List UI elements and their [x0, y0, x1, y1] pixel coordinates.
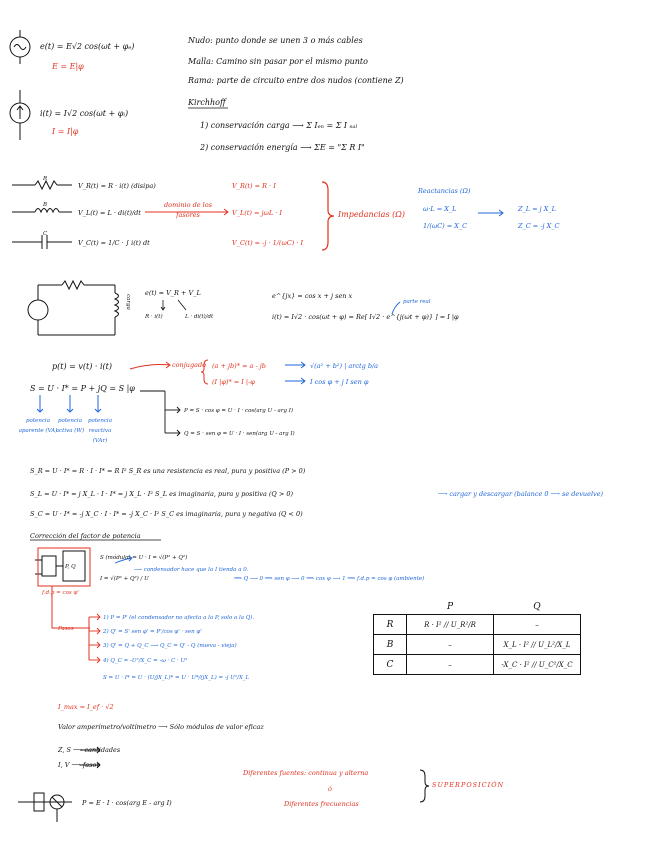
reactancias-label: Reactancias (Ω)	[418, 187, 471, 195]
kirchhoff-title: Kirchhoff	[188, 98, 226, 107]
current-phasor: I = I|φ	[52, 127, 79, 136]
parte-real: parte real	[403, 299, 431, 305]
sr-line: S_R = U · I* = R · I · I* = R I² S_R es una resistencia es real, pura y positiva (P > 0)	[30, 467, 306, 475]
pasos-label: Pasos	[58, 626, 74, 632]
table-header-p: P	[446, 602, 454, 612]
xl-def: ω·L = X_L	[423, 205, 457, 213]
s-mod: S (módulo) = U · I = √(P² + Q²)	[100, 555, 188, 561]
voltage-source-icon	[10, 30, 30, 64]
vc-phasor: V_C(t) = -j · 1/(ωC) · I	[232, 239, 304, 247]
inductor-icon	[12, 209, 72, 213]
wattmeter-eq: P = E · I · cos(arg E - arg I)	[82, 799, 172, 807]
euler: e^{jx} = cos x + j sen x	[272, 292, 353, 300]
modulo: √(a² + b²) | arctg b/a	[310, 362, 379, 370]
row-label: C	[374, 655, 407, 675]
xc-def: 1/(ωC) = X_C	[423, 222, 468, 230]
pf-title: Corrección del factor de potencia	[30, 532, 141, 540]
pf-step4: 4) Q_C = -U²/X_C = -ω · C · U²	[103, 658, 188, 664]
aparente-label: potencia aparente (VA)	[18, 418, 58, 434]
table-header-empty	[374, 600, 407, 615]
i-eq: i(t) = I√2 · cos(ωt + φ) = Re[ I√2 · e^{j(ωt + φ)} ] = I |φ	[272, 313, 459, 321]
voltage-equation: e(t) = E√2 cos(ωt + φₑ)	[40, 42, 135, 51]
pf-circuit-icon	[35, 551, 85, 581]
def-nudo: Nudo: punto donde se unen 3 o más cables	[188, 36, 363, 45]
pf-step1: 1) P = P' (el condensador no afecta a la P, solo a la Q).	[103, 615, 255, 621]
row-p: –	[407, 635, 494, 655]
pf-chain: ⟹ Q ⟶ 0 ⟹ sen φ ⟶ 0 ⟹ cos φ ⟶ 1 ⟹ f.d.p = cos φ (ambiente)	[234, 576, 425, 582]
row-label: B	[374, 635, 407, 655]
pf-step2: 2) Q' = S' sen φ' = P'/cos φ' · sen φ'	[103, 629, 202, 635]
vl-phasor: V_L(t) = jωL · I	[232, 209, 282, 217]
row-q: –	[494, 615, 581, 635]
l-label: B	[43, 202, 48, 208]
def-rama: Rama: parte de circuito entre dos nudos (contiene Z)	[188, 76, 404, 85]
voltage-phasor: E = E|φ	[52, 62, 84, 71]
o-label: ó	[328, 785, 332, 793]
kirchhoff-1: 1) conservación carga ⟶ Σ Iₑₙ = Σ I ₛₐₗ	[200, 121, 358, 130]
activa-label: potencia activa (W)	[55, 418, 85, 434]
pf-step3: 3) Q' = Q + Q_C ⟶ Q_C = Q' - Q (nueva - vieja)	[103, 643, 237, 649]
vc-eq: V_C(t) = 1/C · ∫ i(t) dt	[78, 239, 150, 247]
valor-line: Valor amperímetro/voltímetro ⟶ Sólo módulos de valor eficaz	[58, 723, 264, 731]
row-q: X_L · I² // U_L²/X_L	[494, 635, 581, 655]
row-p: R · I² // U_R²/R	[407, 615, 494, 635]
carga-label: carga	[124, 294, 131, 310]
r-label: R	[43, 176, 48, 182]
cond-note: ⟶ condensador hace que la I tienda a 0.	[134, 567, 249, 573]
vr-eq: V_R(t) = R · i(t) (disipa)	[78, 182, 156, 190]
icos: I cos φ + j I sen φ	[310, 378, 369, 386]
table-row	[374, 635, 581, 655]
def-malla: Malla: Camino sin pasar por el mismo punto	[188, 57, 368, 66]
fdp-label: f.d.p = cos φ'	[42, 590, 79, 596]
row-p: –	[407, 655, 494, 675]
table-row	[374, 655, 581, 675]
vr-phasor: V_R(t) = R · I	[232, 182, 276, 190]
vl-eq: V_L(t) = L · di(t)/dt	[78, 209, 141, 217]
zl-eq: Z_L = j X_L	[518, 205, 556, 213]
current-source-icon	[10, 90, 30, 140]
conj-1: (a + jb)* = a - jb	[212, 362, 266, 370]
conjugado-label: conjugado	[172, 361, 207, 369]
reactiva-label: potencia reactiva (VAr)	[88, 418, 112, 444]
p-t: p(t) = v(t) · i(t)	[52, 362, 112, 371]
row-q: -X_C · I² // U_C²/X_C	[494, 655, 581, 675]
row-label: R	[374, 615, 407, 635]
sl-line: S_L = U · I* = j X_L · I · I* = j X_L · I² S_L es imaginaria, pura y positiva (Q > 0)	[30, 490, 294, 498]
pf-i-eq: I = √(P² + Q²) / U	[100, 576, 149, 582]
table-row	[374, 615, 581, 635]
r-term: R · i(t)	[145, 314, 163, 320]
q-eq: Q = S · sen φ = U · I · sen(arg U - arg I)	[184, 431, 295, 437]
sl-note: ⟶ cargar y descargar (balance 0 ⟶ se devuelve)	[438, 490, 604, 498]
superposicion: SUPERPOSICIÓN	[432, 781, 505, 789]
p-eq: P = S · cos φ = U · I · cos(arg U - arg I)	[184, 408, 294, 414]
l-term: L · di(t)/dt	[185, 314, 214, 320]
zs-line: Z, S ⟶ cantidades	[58, 746, 121, 754]
s-eq: S = U · I* = P + jQ = S |φ	[30, 384, 135, 393]
sc-line: S_C = U · I* = -j X_C · I · I* = -j X_C · I² S_C es imaginaria, pura y negativa (Q < 0)	[30, 510, 303, 518]
diff-sources: Diferentes fuentes: continua y alterna	[243, 769, 369, 777]
series-circuit-icon	[28, 281, 119, 335]
current-equation: i(t) = I√2 cos(ωt + φᵢ)	[40, 109, 129, 118]
e-sum: e(t) = V_R + V_L	[145, 289, 201, 297]
pq-table	[373, 600, 581, 675]
s-final: S = U · I* = U · (U/jX_L)* = U · U*/(jX_L) = -j U²/X_L	[103, 675, 250, 681]
iv-line: I, V ⟶ fasor	[58, 761, 100, 769]
zc-eq: Z_C = -j X_C	[518, 222, 560, 230]
domain-change: dominio de los fasores	[164, 201, 212, 219]
diff-freq: Diferentes frecuencias	[284, 800, 359, 808]
wattmeter-icon	[18, 793, 72, 822]
impedancias-label: Impedancias (Ω)	[338, 210, 405, 219]
table-header-q: Q	[533, 602, 541, 612]
capacitor-icon	[12, 235, 72, 249]
resistor-icon	[12, 181, 72, 189]
imax: I_max = I_ef · √2	[58, 703, 114, 711]
pq-box-label: P, Q	[65, 564, 76, 570]
conj-2: (I |φ)* = I |-φ	[212, 378, 255, 386]
kirchhoff-2: 2) conservación energía ⟶ ΣE = "Σ R I"	[200, 143, 365, 152]
c-label: C	[43, 231, 48, 237]
